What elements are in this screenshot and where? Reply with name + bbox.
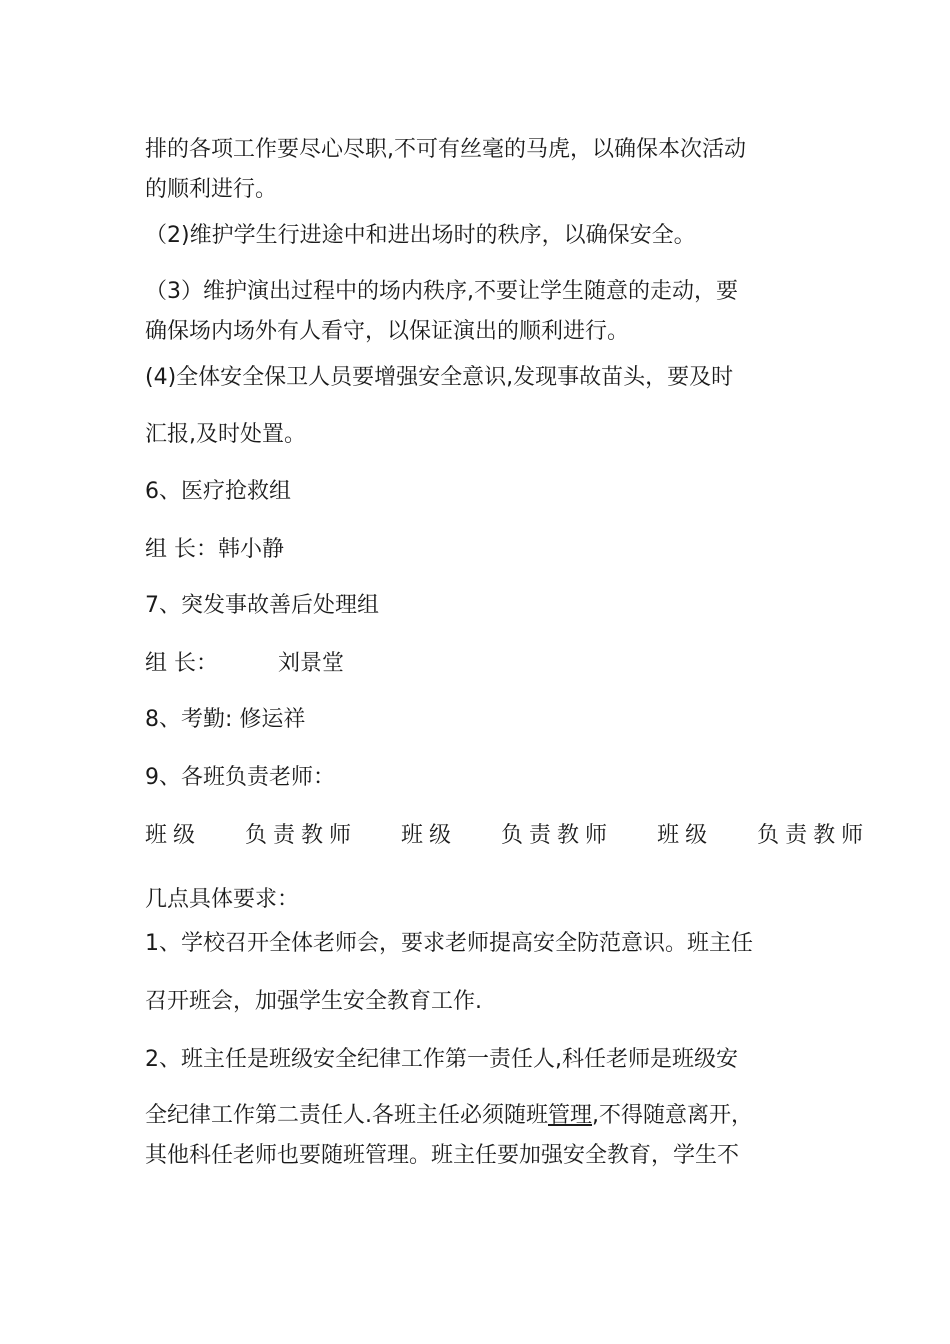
table-header-class: 班级 [401,823,458,848]
group-leader-aftermath [145,650,344,678]
paragraph-line: 确保场内场外有人看守，以保证演出的顺利进行。 [145,319,630,344]
paragraph-line [145,1102,753,1130]
group-leader-medical: 组 长：韩小静 [145,537,284,562]
section-heading-aftermath: 7、突发事故善后处理组 [145,593,379,618]
table-header-teacher: 负责教师 [757,823,870,848]
attendance-line: 8、考勤: 修运祥 [145,707,306,732]
paragraph-line: 其他科任老师也要随班管理。班主任要加强安全教育，学生不 [145,1143,740,1168]
requirement-2: 2、班主任是班级安全纪律工作第一责任人,科任老师是班级安 [145,1047,738,1072]
text-run: 全纪律工作第二责任人.各班主任必须随班 [145,1103,548,1128]
table-header-class: 班级 [145,823,202,848]
leader-name: 刘景堂 [278,651,345,676]
section-heading-class-teachers: 9、各班负责老师： [145,765,335,790]
text-run: ,不得随意离开， [592,1103,754,1128]
requirement-1: 1、学校召开全体老师会，要求老师提高安全防范意识。班主任 [145,931,753,956]
table-header-class: 班级 [657,823,714,848]
paragraph-line: 排的各项工作要尽心尽职,不可有丝毫的马虎，以确保本次活动 [145,137,746,162]
paragraph-line: 汇报,及时处置。 [145,422,306,447]
table-header-teacher: 负责教师 [245,823,358,848]
teacher-table-header [145,822,869,850]
section-heading-medical: 6、医疗抢救组 [145,479,291,504]
leader-label: 组 长： [145,651,218,676]
list-item-2: （2)维护学生行进途中和进出场时的秩序，以确保安全。 [145,223,696,248]
requirements-heading: 几点具体要求： [145,887,300,912]
table-header-teacher: 负责教师 [501,823,614,848]
list-item-3: （3）维护演出过程中的场内秩序,不要让学生随意的走动，要 [145,279,738,304]
paragraph-line: 的顺利进行。 [145,177,278,202]
list-item-4: (4)全体安全保卫人员要增强安全意识,发现事故苗头，要及时 [145,365,734,390]
underlined-term: 管理 [548,1103,593,1128]
paragraph-line: 召开班会，加强学生安全教育工作. [145,989,482,1014]
